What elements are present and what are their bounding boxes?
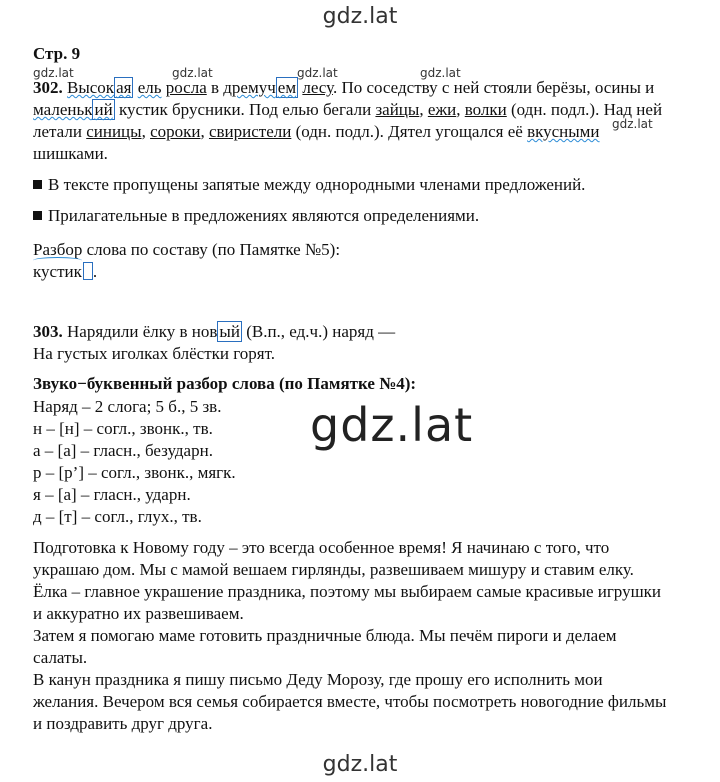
ex302-line-4: шишками. xyxy=(33,144,108,163)
exercise-number: 302. xyxy=(33,78,63,97)
watermark-small: gdz.lat xyxy=(33,66,74,80)
exercise-number: 303. xyxy=(33,322,63,341)
ex303-line-1 xyxy=(33,322,395,342)
watermark-bottom: gdz.lat xyxy=(322,752,398,777)
watermark-small: gdz.lat xyxy=(612,117,653,131)
text: . По соседству с ней стояли берёзы, осины и xyxy=(332,78,655,97)
essay-line: Затем я помогаю маме готовить праздничные блюда. Мы печём пироги и делаем xyxy=(33,626,617,645)
analysis-line: я – [а] – гласн., ударн. xyxy=(33,485,191,504)
bullet-item: В тексте пропущены запятые между однородными членами предложений. xyxy=(33,175,585,195)
ending-box xyxy=(83,262,93,280)
bullet-item: Прилагательные в предложениях являются определениями. xyxy=(33,206,479,226)
word: волки xyxy=(464,100,507,119)
analysis-heading: Звуко−буквенный разбор слова (по Памятке №4): xyxy=(33,374,417,393)
word: ежи xyxy=(427,100,457,119)
essay-line: Подготовка к Новому году – это всегда особенное время! Я начинаю с того, что xyxy=(33,538,610,557)
analysis-line: а – [а] – гласн., безударн. xyxy=(33,441,213,460)
essay-line: украшаю дом. Мы с мамой вешаем гирлянды, развешиваем мишуру и ставим елку. xyxy=(33,560,634,579)
watermark-top: gdz.lat xyxy=(322,4,398,29)
essay-line: Ёлка – главное украшение праздника, поэтому мы выбираем самые красивые игрушки xyxy=(33,582,662,601)
text: (одн. подл.). Над ней xyxy=(506,100,663,119)
text: в xyxy=(206,78,224,97)
root-arc: кустик xyxy=(33,262,82,281)
word: маленьк ий xyxy=(33,100,113,119)
morph-word: кустик . xyxy=(33,262,98,281)
bullet-square-icon xyxy=(33,211,42,220)
word: синицы xyxy=(86,122,142,141)
word: лесу xyxy=(302,78,333,97)
text: Нарядили ёлку в нов xyxy=(62,322,218,341)
watermark-small: gdz.lat xyxy=(420,66,461,80)
text: (В.п., ед.ч.) наряд — xyxy=(241,322,396,341)
morph-title: Разбор слова по составу (по Памятке №5): xyxy=(33,240,341,259)
essay-line: салаты. xyxy=(33,648,88,667)
word: вкусными xyxy=(527,122,600,141)
ending: ый xyxy=(219,322,240,341)
essay-line: желания. Вечером вся семья собирается вместе, чтобы посмотреть новогодние фильмы xyxy=(33,692,667,711)
essay-line: и аккуратно их развешиваем. xyxy=(33,604,244,623)
bullet-square-icon xyxy=(33,180,42,189)
watermark-small: gdz.lat xyxy=(297,66,338,80)
word: свиристели xyxy=(208,122,292,141)
ex302-line-3: летали синицы, сороки, свиристели (одн. подл.). Дятел угощался её вкусными xyxy=(33,122,600,141)
word: дремуч ем xyxy=(223,78,297,97)
ex302-line-2: маленьк ий кустик брусники. Под елью бегали зайцы, ежи, волки (одн. подл.). Над ней xyxy=(33,100,663,119)
essay-line: и поздравить друг друга. xyxy=(33,714,213,733)
text: кустик брусники. Под елью бегали xyxy=(114,100,376,119)
page-label: Стр. 9 xyxy=(33,44,81,63)
essay-line: В канун праздника я пишу письмо Деду Морозу, где прошу его исполнить мои xyxy=(33,670,603,689)
word: ель xyxy=(137,78,162,97)
text: летали xyxy=(33,122,87,141)
watermark-center: gdz.lat xyxy=(310,398,474,452)
ex303-line-2: На густых иголках блёстки горят. xyxy=(33,344,276,363)
analysis-line: р – [р’] – согл., звонк., мягк. xyxy=(33,463,236,482)
word: Высок ая xyxy=(67,78,132,97)
word: сороки xyxy=(150,122,201,141)
watermark-small: gdz.lat xyxy=(172,66,213,80)
word: росла xyxy=(165,78,207,97)
analysis-line: Наряд – 2 слога; 5 б., 5 зв. xyxy=(33,397,222,416)
word: зайцы xyxy=(375,100,420,119)
text: (одн. подл.). Дятел угощался её xyxy=(291,122,528,141)
analysis-line: д – [т] – согл., глух., тв. xyxy=(33,507,202,526)
analysis-line: н – [н] – согл., звонк., тв. xyxy=(33,419,213,438)
ex302-line-1 xyxy=(33,78,654,98)
